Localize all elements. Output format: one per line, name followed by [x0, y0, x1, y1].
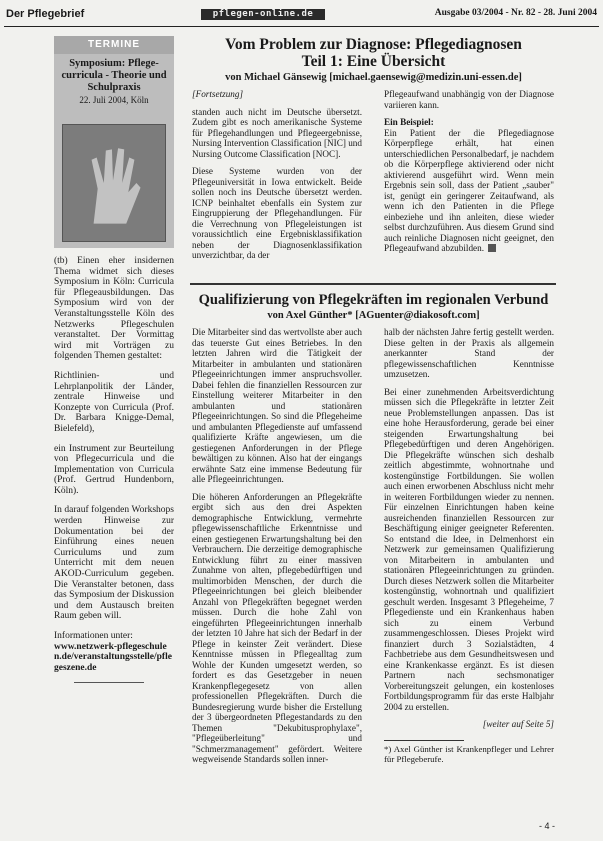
article-1-subtitle: Teil 1: Eine Übersicht	[301, 53, 446, 70]
magazine-name: Der Pflegebrief	[6, 8, 85, 20]
article-paragraph: Bei einer zunehmenden Arbeitsverdichtung müssen sich die Pflegekräfte in letzter Zeit neue Problemstellungen anpassen. Das ist eine hohe Herausforderung, gerade bei einer steigenden Erwartungshaltung bei Pflegebedürftigen und deren Angehörigen. Die Pflegekräfte wünschen sich deshalb zeitlich abgestimmte, wohnortnahe und kostengünstige Fortbildungen. Sie wollen auch einen erworbenen Abschluss nicht mehr in weiteren Fortbildungen wieder zu nennen. Für einzelnen Einrichtungen haben keine ausreichenden finanziellen Ressourcen zur Beschäftigung einiger geeigneter Referenten. So entstand die Idee, in Delmenhorst ein Netzwerk zur gemeinsamen Qualifizierung von Mitarbeitern in ambulanten und stationären Pflegeeinrichtungen zu gründen. Durch dieses Netzwerk sollen die Mitarbeiter kostengünstig, wohnortnah und qualifiziert geschult werden. Insgesamt 3 Pflegeheime, 7 Pflegedienste und ein Krankenhaus haben sich zu einem Verbund zusammengeschlossen. Dieses Projekt wird finanziert durch 3 Sozialstädten, 4 Fachbetriebe aus dem Gesundheitswesen und eine Krankenkasse ergänzt. Es ist diesen Partnern nach sechsmonatiger Vorbereitungszeit gelungen, ein kostenloses Fortbildungsprogramm für das erste Halbjahr 2004 zu erstellen.	[384, 386, 554, 712]
footnote-divider	[384, 740, 464, 741]
article-1-right-column	[384, 89, 554, 261]
article-1	[192, 36, 555, 289]
sidebar-divider	[74, 682, 144, 683]
event-paragraph: ein Instrument zur Beurteilung von Pflegecurricula und die Implementation von Curricula (Prof. Gertrud Hundenborn, Köln).	[54, 443, 174, 496]
page-number: - 4 -	[538, 821, 555, 831]
article-paragraph-text: Ein Patient der die Pflegediagnose Körperpflege erhält, hat einen unterschiedlichen Personalbedarf, je nachdem ob die Körperpflege aktivierend oder nicht aktivierend ausgeführt wird. Wenn mein Ergebnis sein soll, dass der Patient „sauber" ist, genügt ein geringerer Zeitaufwand, als wenn ich den Patienten in die Pflege einbeziehe und ihn anleiten, diese wieder selbst durchzuführen. Aus diesem Grund sind auch reinliche Diagnosen nicht geeignet, den Pflegeaufwand abzubilden.	[384, 127, 554, 253]
article-2-left-column	[192, 327, 362, 772]
events-banner: TERMINE	[54, 36, 174, 54]
info-link[interactable]: www.netzwerk-pflegeschulen.de/veranstaltungsstelle/pflegeszene.de	[54, 641, 172, 673]
article-2-columns	[192, 327, 555, 807]
article-1-byline: von Michael Gänsewig [michael.gaensewig@medizin.uni-essen.de]	[225, 72, 522, 83]
event-box	[54, 54, 174, 248]
article-2-right-column	[384, 327, 554, 764]
article-1-columns	[192, 89, 555, 289]
hand-photo	[62, 124, 166, 242]
page-header	[4, 4, 599, 27]
article-2-title: Qualifizierung von Pflegekräften im regionalen Verbund	[198, 292, 549, 308]
sidebar-events	[54, 36, 174, 836]
article-paragraph: standen auch nicht im Deutsche übersetzt. Zudem gibt es noch amerikanische Systeme für Pflegehandlungen und Pflegeergebnisse, Nursing Intervention Classification [NIC] und Nursing Outcome Classification [NOC].	[192, 106, 362, 159]
article-paragraph: Pflegeaufwand unabhängig von der Diagnose variieren kann.	[384, 89, 554, 110]
info-label: Informationen unter:	[54, 631, 133, 641]
article-2-byline: von Axel Günther* [AGuenter@diakosoft.com]	[267, 310, 480, 321]
article-paragraph: Die Mitarbeiter sind das wertvollste aber auch das teuerste Gut eines Betriebes. In den letzten Jahren wird die Tätigkeit der Mitarbeiter in ambulanten und stationären Pflegeeinrichtungen immer anspruchsvoller. Dabei fehlen die finanziellen Ressourcen zur Einstellung weiterer Mitarbeiter in den ambulanten und stationären Pflegeeinrichtungen. So sind die Pflegeheime und ambulanten Pflegedienste auf umfassend qualifizierte Kräfte angewiesen, um die gestiegenen Anforderungen in der Pflege bewältigen zu können. Also hat der eingangs erwähnte Satz eine immense Bedeutung für alle Pflegeeinrichtungen.	[192, 327, 362, 484]
event-paragraph: Richtlinien- und Lehrplanpolitik der Länder, zentrale Hinweise und Konzepte von Curricula (Prof. Dr. Barbara Knigge-Demal, Bielefeld),	[54, 370, 174, 434]
article-paragraph: Diese Systeme wurden von der Pflegeuniversität in Iowa entwickelt. Beide sollen noch ins Deutsche übersetzt werden. ICNP beinhaltet ebenfalls ein System zur Eingruppierung der Pflegehandlungen. Für die Verrechnung von Pflegeleistungen ist voraussichtlich eine Ergebnisklassifikation neben der Diagnosenklassifikation unverzichtbar, da der	[192, 166, 362, 260]
continued-link[interactable]: [weiter auf Seite 5]	[482, 719, 554, 729]
event-paragraph: In darauf folgenden Workshops werden Hinweise zur Dokumentation bei der Einführung eines neuen Curriculums und zum Unterricht mit dem neuen AKOD-Curriculum gegeben. Die Veranstalter betonen, dass das Symposium der Diskussion und dem Austausch breiten Raum geben will.	[54, 505, 174, 622]
issue-info: Ausgabe 03/2004 - Nr. 82 - 28. Juni 2004	[434, 8, 597, 18]
continuation-note: [Fortsetzung]	[192, 89, 244, 99]
example-heading: Ein Beispiel:	[384, 117, 434, 127]
article-1-left-column	[192, 89, 362, 268]
event-date: 22. Juli 2004, Köln	[79, 95, 149, 105]
article-1-title: Vom Problem zur Diagnose: Pflegediagnosen	[225, 36, 522, 53]
article-paragraph: Die höheren Anforderungen an Pflegekräfte ergibt sich aus den drei Aspekten demographische Entwicklung, vermehrte pflegewissenschaftliche Erkenntnisse und einen gestiegenen Erwartungshaltung bei den Verbrauchern. Die derzeitige demographische Entwicklung führt zu einer massiven Zunahme von alten, pflegebedürftigen und multimorbiden Menschen, der durch die Pflegeeinrichtungen bei gleich bleibender Anzahl von Pflegekräften begegnet werden müssen. Durch die hohe Zahl von eingeführten Pflegeeinrichtungen innerhalb der letzten 10 Jahre hat sich der Bedarf in der Pflege in keinster Zeit verändert. Diese Kenntnisse müssen in Pflegealltag zum Wohle der Kunden umgesetzt werden, so fordert es das Gesetzgeber in neuen Krankenpflegegesetz von allen professionellen Pflegekräften. Durch die Bundesregierung wurde bisher die Erstellung der 3 übergeordneten Pflegestandards zu den Themen "Dekubitusprophylaxe", "Pflegeüberleitung" und "Schmerzmanagement" gefördert. Weitere wegweisende Standards sollen inner-	[192, 491, 362, 764]
article-divider	[190, 283, 556, 285]
site-logo[interactable]: pflegen-online.de	[201, 9, 325, 20]
article-2	[192, 292, 555, 807]
event-title: Symposium: Pflege-curricula - Theorie und Schulpraxis	[61, 58, 167, 93]
article-paragraph: halb der nächsten Jahre fertig gestellt werden. Diese gelten in der Praxis als allgemein anerkannter Stand der pflegewissenschaftlichen Kenntnisse umzusetzen.	[384, 327, 554, 379]
event-paragraph: (tb) Einen eher insidernen Thema widmet sich dieses Symposium in Köln: Curricula für Pflegeausbildungen. Das Symposium wird von der Veranstaltungsstelle Köln des Netzwerks Pflegeschulen veranstaltet. Der Vormittag wird mit Vorträgen zu folgenden Themen gestaltet:	[54, 256, 174, 362]
author-footnote: *) Axel Günther ist Krankenpfleger und Lehrer für Pflegeberufe.	[384, 743, 554, 764]
event-description	[54, 256, 174, 673]
end-mark-icon	[488, 244, 496, 252]
article-paragraph	[384, 128, 554, 254]
